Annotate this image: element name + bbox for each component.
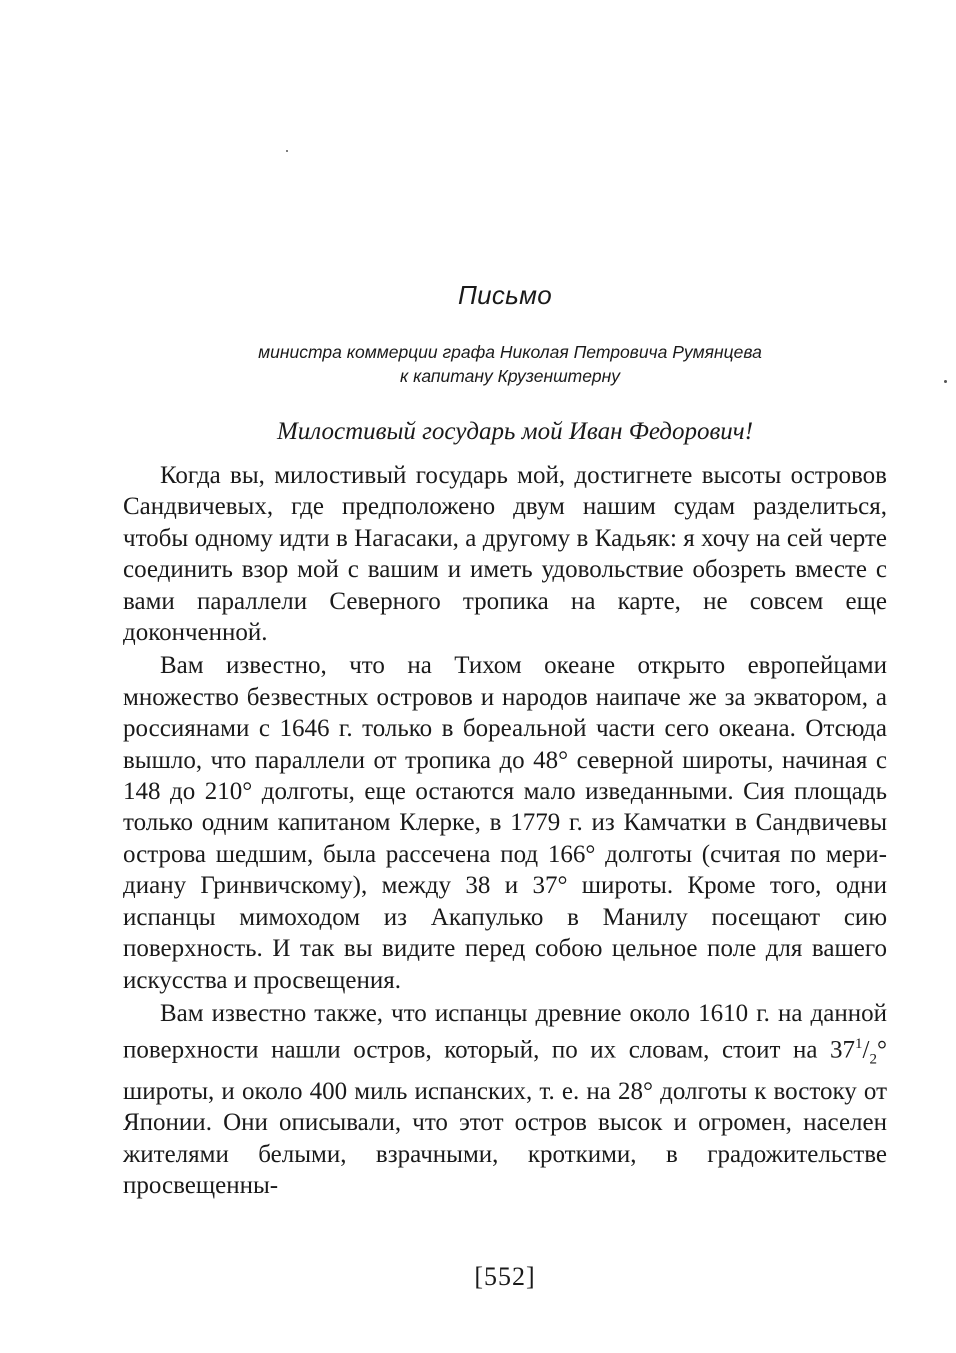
paragraph-text: Вам известно также, что испанцы древние около 1610 г. на данной поверхности нашли остров, который, по их словам, стоит на 37	[123, 999, 887, 1064]
fraction-denominator: 2	[869, 1051, 877, 1068]
page-number: [552]	[474, 1262, 536, 1291]
fraction-numerator: 1	[855, 1036, 863, 1053]
paragraph-text: ° широты, и около 400 миль испанских, т. е. на 28° долготы к востоку от Японии. Они описывали, что этот остров высок и огромен, населен жителями белыми, взрачными, кроткими, в градожительстве просвещенны-	[123, 1036, 887, 1200]
paragraph: Вам известно, что на Тихом океане открыто европейцами множество безвестных островов и народов наипаче же за экватором, а россиянами с 1646 г. только в бореальной части сего океана. Отсюда вышло, что параллели от тропика до 48° северной широты, начиная с 148 до 210° долготы, еще остаются мало изведанными. Сия площадь только одним капитаном Клерке, в 1779 г. из Камчатки в Сандвичевы острова шедшим, была рассечена под 166° долготы (считая по меридиану Гринвичскому), между 38 и 37° широты. Кроме того, одни испанцы мимоходом из Акапулько в Манилу посещают сию поверхность. И так вы видите перед собою цельное поле для вашего искусства и просвещения.	[123, 652, 887, 994]
letter-title: Письмо	[457, 280, 553, 310]
scan-speck	[944, 380, 947, 383]
paragraph: Когда вы, милостивый государь мой, достигнете высоты островов Сандвичевых, где предположено двум нашим судам разделиться, чтобы одному идти в Нагасаки, а другому в Кадьяк: я хочу на сей черте соединить взор мой с вашим и иметь удовольствие обозреть вместе с вами параллели Северного тропика на карте, не совсем еще доконченной.	[123, 462, 887, 647]
subtitle-line: к капитану Крузенштерну	[399, 366, 621, 386]
fraction-slash: /	[862, 1036, 870, 1064]
salutation: Милостивый государь мой Иван Федорович!	[276, 418, 754, 445]
letter-subtitle	[120, 340, 900, 388]
subtitle-line: министра коммерции графа Николая Петровича Румянцева	[258, 342, 762, 362]
letter-body	[123, 460, 887, 1202]
scan-speck	[286, 150, 288, 152]
paragraph	[123, 998, 887, 1202]
